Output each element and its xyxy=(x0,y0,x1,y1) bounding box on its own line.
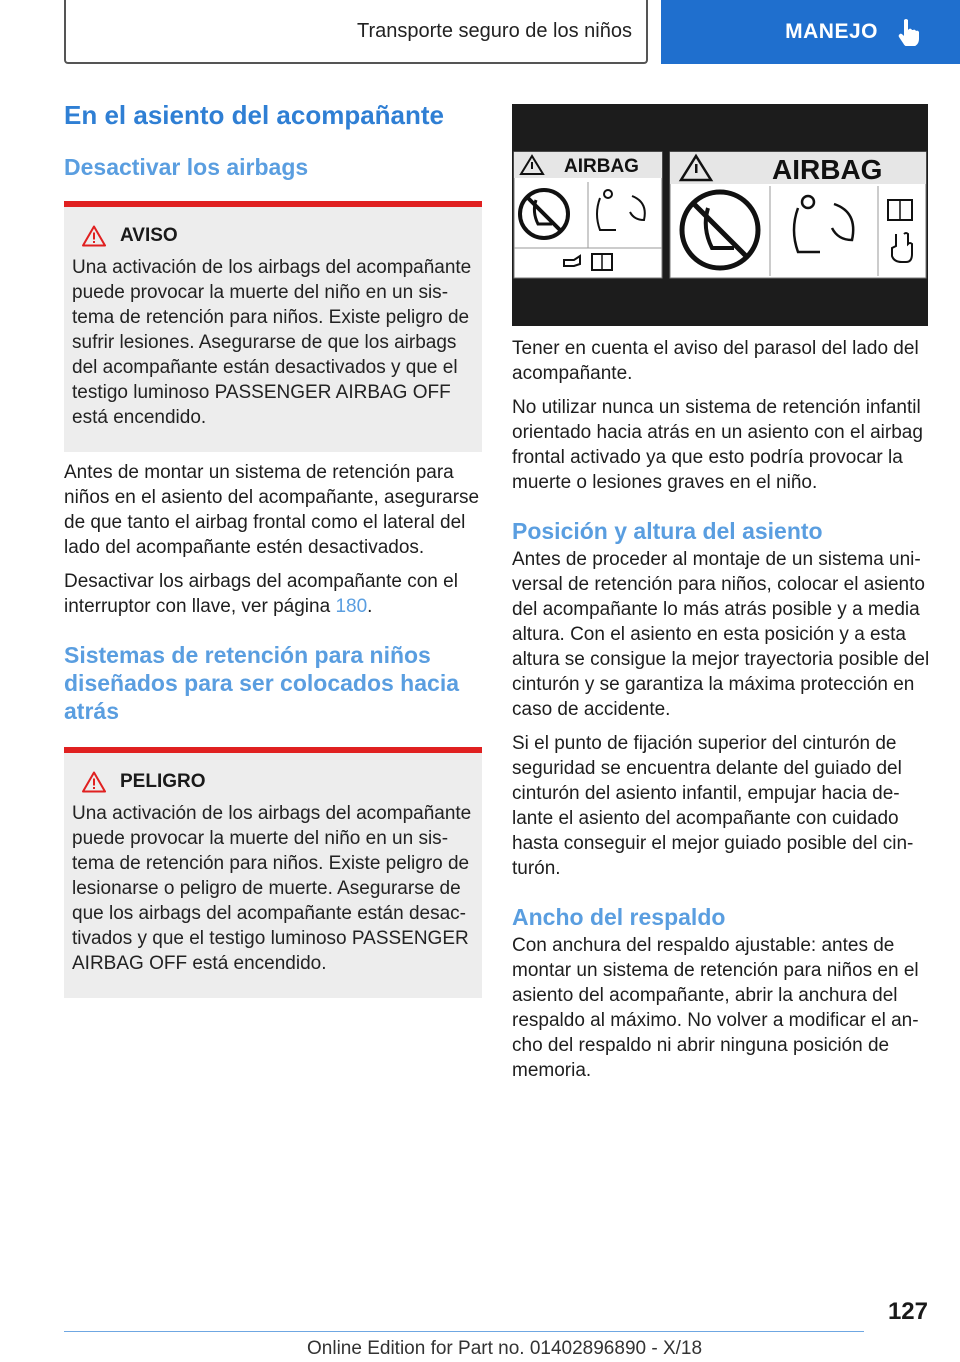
page-reference-link[interactable]: 180 xyxy=(335,596,368,618)
hand-pointer-icon xyxy=(898,18,920,46)
airbag-warning-labels-illustration xyxy=(512,104,928,326)
airbag-label-figure xyxy=(512,104,928,326)
header-section-tab xyxy=(64,0,648,64)
airbag-label-small xyxy=(514,152,662,278)
warning-header xyxy=(72,771,474,793)
header-chapter-label: MANEJO xyxy=(785,20,878,43)
warning-label: AVISO xyxy=(120,225,178,247)
edition-note: Online Edition for Part no. 01402896890 - X/18 xyxy=(307,1338,703,1359)
paragraph: No utilizar nunca un sistema de retención infantil orientado hacia atrás en un asiento con el airbag frontal activado ya que esto podría provocar la muerte o lesiones graves en el niño. xyxy=(512,397,923,493)
paragraph: Si el punto de fijación superior del cinturón de seguridad se encuentra delante del guiado del cinturón del asiento infantil, empujar hacia delante el asiento del acompañante con cuidado hasta conseguir el mejor guiado posible del cinturón. xyxy=(512,733,914,880)
warning-header xyxy=(72,225,474,247)
figure-label-small: AIRBAG xyxy=(564,156,639,177)
warning-box-peligro xyxy=(64,747,482,998)
header-chapter-tab[interactable] xyxy=(661,0,960,64)
warning-label: PELIGRO xyxy=(120,771,206,793)
header-section-title: Transporte seguro de los niños xyxy=(357,19,632,42)
paragraph: Antes de proceder al montaje de un sistema universal de retención para niños, colocar el asiento del acompañante lo más atrás posible y a media altura. Con el asiento en esta posición y a esta altura se consigue la mejor trayectoria posible del cinturón y se garantiza la máxima protección en caso de accidente. xyxy=(512,549,930,721)
subsection-title-seat-position: Posición y altura del asiento xyxy=(512,518,823,544)
warning-triangle-icon xyxy=(82,771,106,793)
warning-text: Una activación de los airbags del acompañante puede provocar la muerte del niño en un sistema de retención para niños. Existe peligro de lesionarse o peligro de muerte. Asegurarse de que los airbags del acompañante están desactivados y que el testigo luminoso PASSENGER AIRBAG OFF está encendido. xyxy=(72,803,472,975)
paragraph: Antes de montar un sistema de retención para niños en el asiento del acompañante, asegurarse de que tanto el airbag frontal como el lateral del lado del acompañante estén desactivados. xyxy=(64,462,480,559)
paragraph-with-link: Desactivar los airbags del acompañante con el interruptor con llave, ver página 180. xyxy=(64,571,458,618)
right-column xyxy=(512,104,930,1083)
warning-box-aviso xyxy=(64,201,482,452)
warning-triangle-icon xyxy=(82,225,106,247)
airbag-label-large xyxy=(670,152,926,278)
section-title: En el asiento del acompañante xyxy=(64,100,444,130)
subsection-title-backrest-width: Ancho del respaldo xyxy=(512,904,726,931)
figure-label-large: AIRBAG xyxy=(772,154,883,185)
page-number: 127 xyxy=(887,1298,928,1325)
footer-divider xyxy=(64,1331,864,1332)
subsection-title-deactivate: Desactivar los airbags xyxy=(64,154,309,181)
warning-text: Una activación de los airbags del acompañante puede provocar la muerte del niño en un sistema de retención para niños. Existe peligro de sufrir lesiones. Asegurarse de que los airbags del acompañante están desactivados y que el testigo luminoso PASSENGER AIRBAG OFF está encendido. xyxy=(72,257,472,429)
subsection-title-rear-facing: Sistemas de retención para niños diseñados para ser colocados hacia atrás xyxy=(64,642,459,725)
paragraph: Tener en cuenta el aviso del parasol del lado del acompañante. xyxy=(512,338,919,384)
paragraph: Con anchura del respaldo ajustable: antes de montar un sistema de retención para niños en el asiento del acompañante, abrir la anchura del respaldo al máximo. No volver a modificar el ancho del respaldo ni abrir ninguna posición de memoria. xyxy=(512,935,919,1082)
left-column xyxy=(64,100,482,998)
